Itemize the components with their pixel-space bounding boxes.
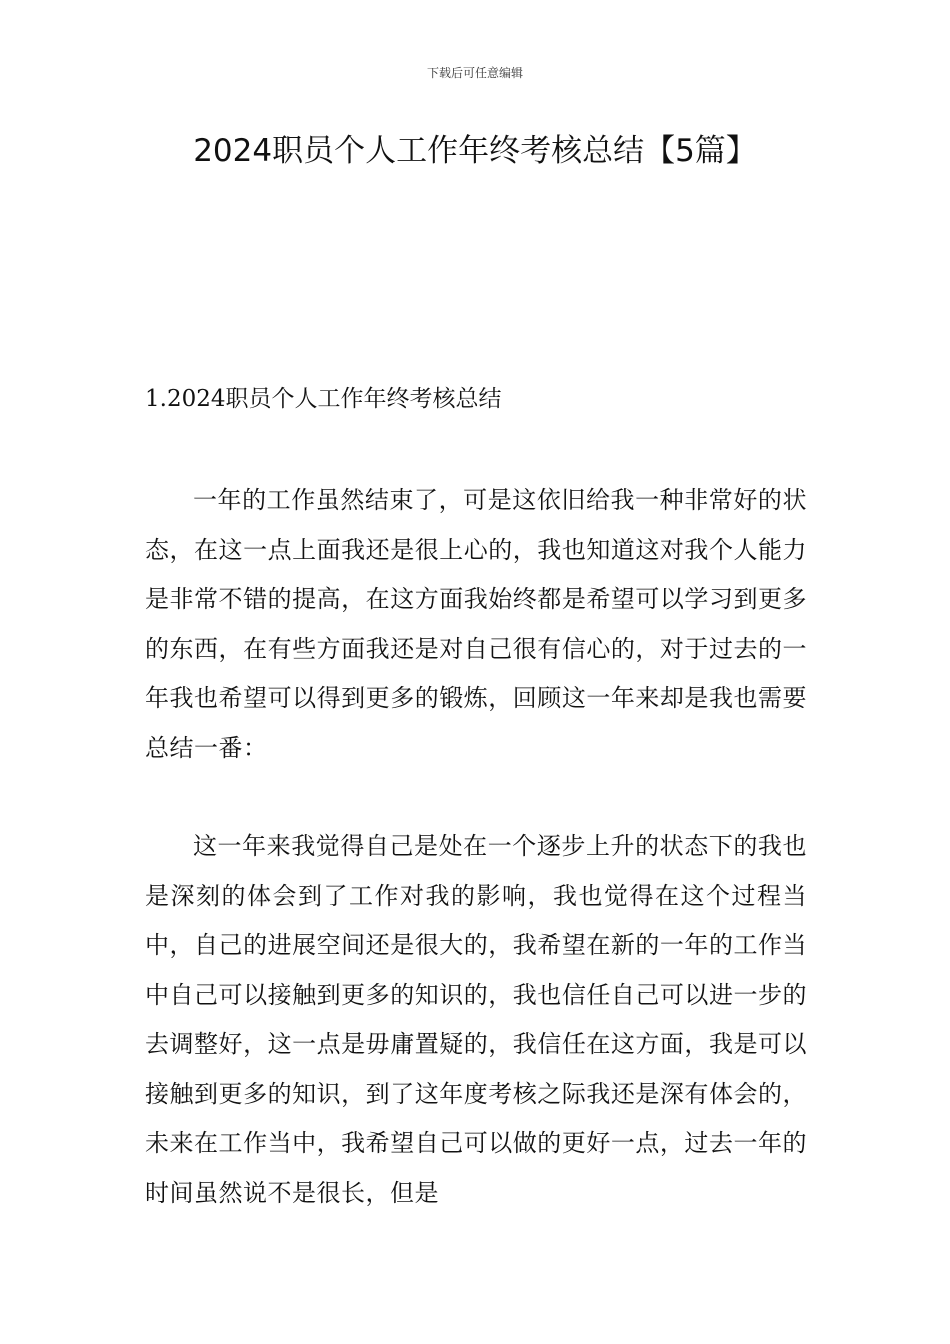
header-note: 下载后可任意编辑 bbox=[426, 66, 523, 80]
body-paragraph: 一年的工作虽然结束了，可是这依旧给我一种非常好的状态，在这一点上面我还是很上心的，我也知道这对我个人能力是非常不错的提高，在这方面我始终都是希望可以学习到更多的东西，在有些方面我还是对自己很有信心的，对于过去的一年我也希望可以得到更多的锻炼，回顾这一年来却是我也需要总结一番： bbox=[145, 486, 807, 762]
body-paragraph: 这一年来我觉得自己是处在一个逐步上升的状态下的我也是深刻的体会到了工作对我的影响，我也觉得在这个过程当中，自己的进展空间还是很大的，我希望在新的一年的工作当中自己可以接触到更多的知识的，我也信任自己可以进一步的去调整好，这一点是毋庸置疑的，我信任在这方面，我是可以接触到更多的知识，到了这年度考核之际我还是深有体会的，未来在工作当中，我希望自己可以做的更好一点，过去一年的时间虽然说不是很长，但是 bbox=[145, 832, 807, 1207]
document-title: 2024职员个人工作年终考核总结【5篇】 bbox=[193, 133, 757, 169]
section-heading: 1.2024职员个人工作年终考核总结 bbox=[145, 386, 502, 412]
